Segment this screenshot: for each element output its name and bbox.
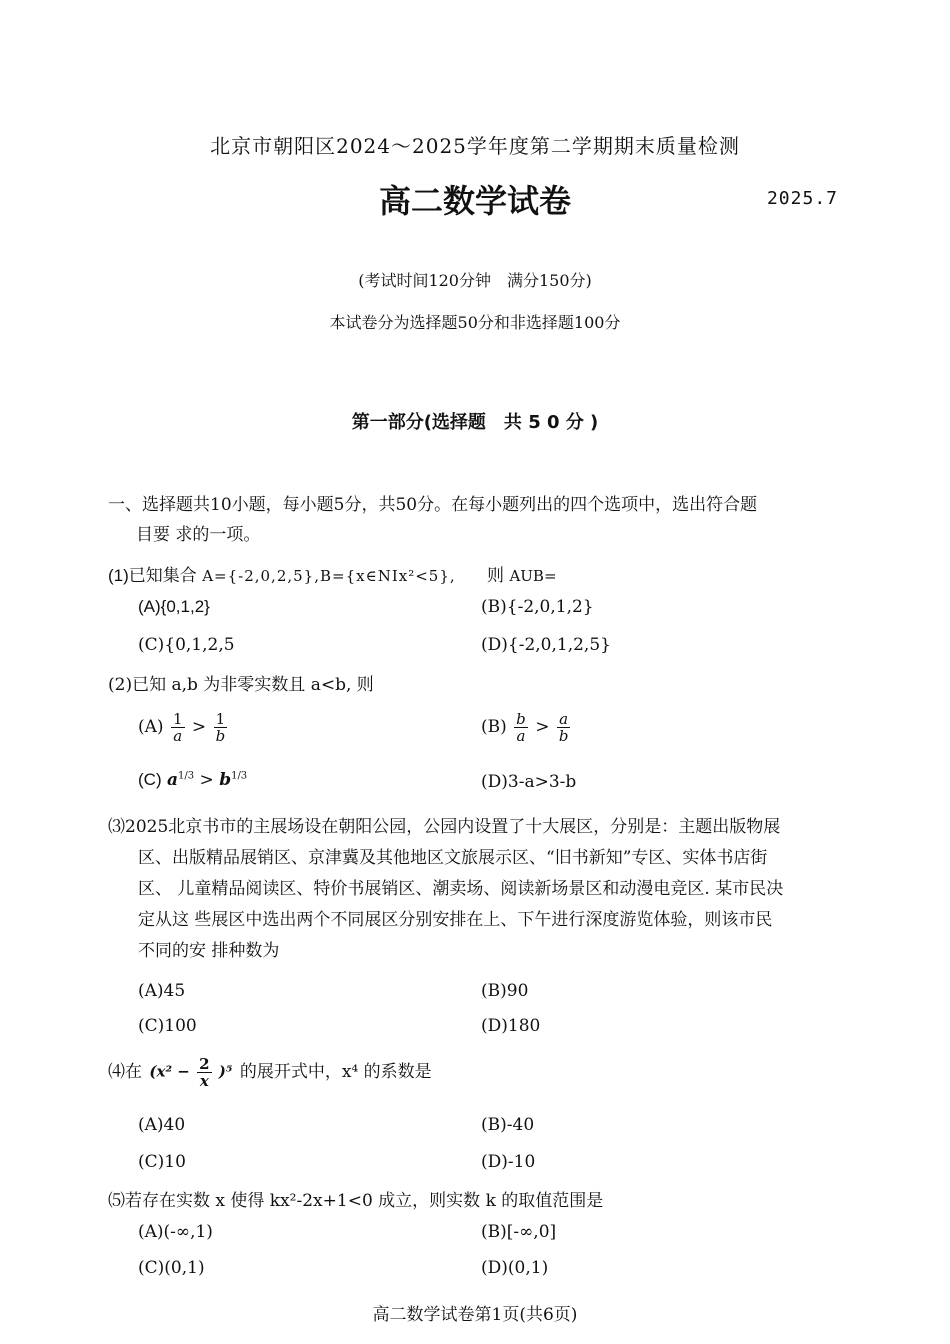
q5-option-a[interactable]: (A)(-∞,1) bbox=[138, 1222, 213, 1242]
q1-option-b[interactable]: (B){-2,0,1,2} bbox=[481, 597, 594, 617]
q4-expression bbox=[149, 1056, 232, 1089]
question-1-stem bbox=[108, 561, 557, 591]
q5-option-d[interactable]: (D)(0,1) bbox=[481, 1258, 549, 1278]
q3-line-3: 区、 儿童精品阅读区、特价书展销区、潮卖场、阅读新场景区和动漫电竞区. 某市民决 bbox=[138, 879, 784, 899]
q1-stem-suffix: 则 bbox=[487, 566, 505, 585]
q1-option-c[interactable]: (C){0,1,2,5 bbox=[138, 635, 235, 655]
q4-option-d[interactable]: (D)-10 bbox=[481, 1152, 536, 1172]
q2-b-num2: a bbox=[559, 710, 569, 728]
q4-expr-minus: − bbox=[177, 1062, 190, 1081]
question-4-stem bbox=[108, 1056, 432, 1089]
q4-expr-open: (x² bbox=[149, 1062, 173, 1081]
q1-stem-tail: AUB= bbox=[509, 567, 557, 585]
q2-option-a[interactable] bbox=[138, 711, 229, 744]
q4-expr-frac bbox=[197, 1056, 211, 1089]
part1-heading: 第一部分(选择题 共 5 0 分 ) bbox=[351, 412, 599, 433]
q5-option-b[interactable]: (B)[-∞,0] bbox=[481, 1222, 557, 1242]
q1-option-a[interactable]: (A){0,1,2} bbox=[138, 597, 210, 616]
q4-option-c[interactable]: (C)10 bbox=[138, 1152, 186, 1172]
q3-line-1: ⑶2025北京书市的主展场设在朝阳公园，公园内设置了十大展区，分别是：主题出版物展 bbox=[108, 817, 781, 837]
question-5-stem: ⑸若存在实数 x 使得 kx²-2x+1<0 成立，则实数 k 的取值范围是 bbox=[108, 1191, 604, 1211]
q4-expr-close: )⁵ bbox=[218, 1062, 233, 1081]
page-title: 高二数学试卷 bbox=[378, 182, 571, 220]
q4-stem-prefix: ⑷在 bbox=[108, 1062, 142, 1082]
instructions-line1: 一、选择题共10小题，每小题5分，共50分。在每小题列出的四个选项中，选出符合题 bbox=[108, 495, 758, 515]
exam-date: 2025.7 bbox=[766, 188, 838, 209]
q2-option-b-label: (B) bbox=[481, 717, 507, 737]
page-footer: 高二数学试卷第1页(共6页) bbox=[372, 1305, 578, 1325]
instructions-line2: 目要 求的一项。 bbox=[136, 525, 261, 545]
q2-option-c[interactable] bbox=[138, 770, 247, 790]
q2-option-c-label: (C) bbox=[138, 770, 162, 789]
q2-option-a-label: (A) bbox=[138, 717, 164, 737]
q1-option-d[interactable]: (D){-2,0,1,2,5} bbox=[481, 635, 611, 655]
q3-line-5: 不同的安 排种数为 bbox=[138, 941, 280, 961]
q1-stem-math: A={-2,0,2,5},B={x∈NIx²<5}, bbox=[202, 567, 456, 585]
q2-c-exp2: 1/3 bbox=[231, 770, 248, 782]
q2-a-num1: 1 bbox=[172, 710, 183, 728]
q2-c-exp1: 1/3 bbox=[178, 770, 195, 782]
q3-line-2: 区、出版精品展销区、京津冀及其他地区文旅展示区、“旧书新知”专区、实体书店街 bbox=[138, 848, 768, 868]
question-2-stem: (2)已知 a,b 为非零实数且 a<b, 则 bbox=[108, 675, 374, 695]
q4-option-a[interactable]: (A)40 bbox=[138, 1115, 186, 1135]
q2-option-a-frac2 bbox=[214, 711, 228, 744]
q2-option-a-frac1 bbox=[171, 711, 185, 744]
q3-option-a[interactable]: (A)45 bbox=[138, 981, 186, 1001]
q3-option-c[interactable]: (C)100 bbox=[138, 1016, 197, 1036]
q2-b-den2: b bbox=[558, 727, 569, 745]
q2-option-d[interactable]: (D)3-a>3-b bbox=[481, 772, 577, 792]
q4-expr-den: x bbox=[199, 1072, 209, 1090]
q3-option-d[interactable]: (D)180 bbox=[481, 1016, 541, 1036]
q2-option-b[interactable] bbox=[481, 711, 572, 744]
q3-line-4: 定从这 些展区中选出两个不同展区分别安排在上、下午进行深度游览体验，则该市民 bbox=[138, 910, 773, 930]
q2-c-base1: a bbox=[167, 770, 179, 790]
q2-a-den2: b bbox=[215, 727, 226, 745]
q3-option-b[interactable]: (B)90 bbox=[481, 981, 529, 1001]
exam-subtitle: 北京市朝阳区2024～2025学年度第二学期期末质量检测 bbox=[210, 134, 740, 158]
q2-a-op: > bbox=[191, 717, 207, 737]
q1-stem-prefix: (1)已知集合 bbox=[108, 566, 197, 585]
exam-time-info: (考试时间120分钟 满分150分) bbox=[358, 271, 592, 290]
score-info: 本试卷分为选择题50分和非选择题100分 bbox=[329, 313, 621, 332]
q2-a-den1: a bbox=[173, 727, 183, 745]
q5-option-c[interactable]: (C)(0,1) bbox=[138, 1258, 205, 1278]
q2-option-b-frac2 bbox=[557, 711, 571, 744]
q4-option-b[interactable]: (B)-40 bbox=[481, 1115, 535, 1135]
q4-stem-suffix: 的展开式中，x⁴ 的系数是 bbox=[239, 1062, 432, 1082]
q2-a-num2: 1 bbox=[215, 710, 226, 728]
q2-c-op: > bbox=[199, 770, 214, 790]
q2-b-den1: a bbox=[516, 727, 526, 745]
q2-b-num1: b bbox=[516, 710, 526, 728]
q2-option-b-frac1 bbox=[514, 711, 528, 744]
q2-c-base2: b bbox=[219, 770, 232, 790]
q4-expr-num: 2 bbox=[199, 1055, 210, 1073]
q2-b-op: > bbox=[535, 717, 550, 737]
